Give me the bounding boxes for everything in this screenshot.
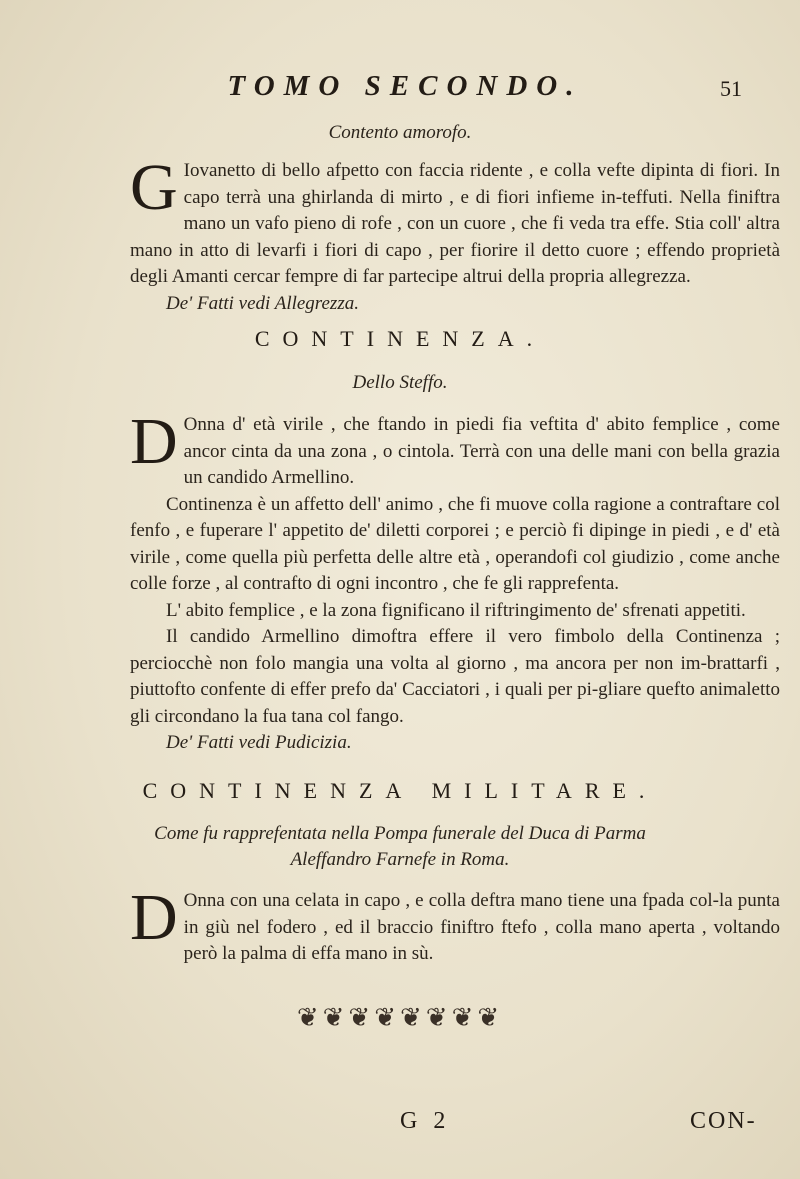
ornament-row: ❦❦❦❦❦❦❦❦ <box>296 1003 504 1033</box>
page-number: 51 <box>720 76 742 101</box>
section-subtitle-line-1: Come fu rapprefentata nella Pompa funerale del Duca di Parma <box>154 823 646 844</box>
section-body-continenza <box>130 405 780 757</box>
cross-reference: De' Fatti vedi Pudicizia. <box>166 732 352 753</box>
section-title-contento-amoroso: Contento amorofo. <box>328 122 472 143</box>
catchword: CON- <box>690 1108 757 1134</box>
section-title-continenza-militare: CONTINENZA MILITARE. <box>142 778 658 803</box>
paragraph-text: Iovanetto di bello afpetto con faccia ridente , e colla vefte dipinta di fiori. In capo terrà una ghirlanda di mirto , e di fiori infieme in-teffuti. Nella finiftra mano un vafo pieno di rofe , con un cuore , che fi veda tra effe. Stia coll' altra mano in atto di levarfi i fiori di capo , per fiorire il detto cuore ; effendo proprietà degli Amanti cercar fempre di far partecipe altrui della propria allegrezza. <box>130 160 780 287</box>
paragraph-text: Onna con una celata in capo , e colla deftra mano tiene una fpada col-la punta in giù nel fodero , ed il braccio finiftro ftefo , colla mano aperta , voltando però la palma di effa mano in sù. <box>183 890 780 964</box>
cross-reference: De' Fatti vedi Allegrezza. <box>166 292 359 314</box>
signature-mark: G 2 <box>400 1108 451 1134</box>
section-subtitle-dello-stesso: Dello Steffo. <box>352 372 448 393</box>
paragraph-text: Continenza è un affetto dell' animo , che fi muove colla ragione a contraftare col fenfo , e fuperare l' appetito de' diletti corporei ; e perciò fi dipinge in piedi , e d' età virile , come quella più perfetta delle altre età , operandofi col giudizio , come anche colle forze , al contrafto di ogni incontro , che fe gli rapprefenta. <box>130 493 780 594</box>
paragraph-text: Onna d' età virile , che ftando in piedi fia veftita d' abito femplice , come ancor cinta da una zona , o cintola. Terrà con una delle mani con bella grazia un candido Armellino. <box>183 414 780 488</box>
page-header <box>0 70 800 110</box>
section-title-continenza: CONTINENZA. <box>254 326 546 351</box>
section-body-contento-amoroso <box>130 151 780 317</box>
section-body-continenza-militare <box>130 881 780 968</box>
drop-cap: D <box>130 405 178 478</box>
section-subtitle-line-2: Aleffandro Farnefe in Roma. <box>290 849 510 870</box>
drop-cap: D <box>130 881 178 954</box>
drop-cap: G <box>130 151 178 224</box>
paragraph-text: Il candido Armellino dimoftra effere il vero fimbolo della Continenza ; perciocchè non folo mangia una volta al giorno , ma ancora per non im-brattarfi , piuttofto confente di effer prefo da' Cacciatori , i quali per pi-gliare quefto animaletto gli circondano la fua tana col fango. <box>130 626 780 727</box>
running-title: TOMO SECONDO. <box>227 70 583 102</box>
paragraph-text: L' abito femplice , e la zona fignificano il riftringimento de' sfrenati appetiti. <box>166 599 746 621</box>
